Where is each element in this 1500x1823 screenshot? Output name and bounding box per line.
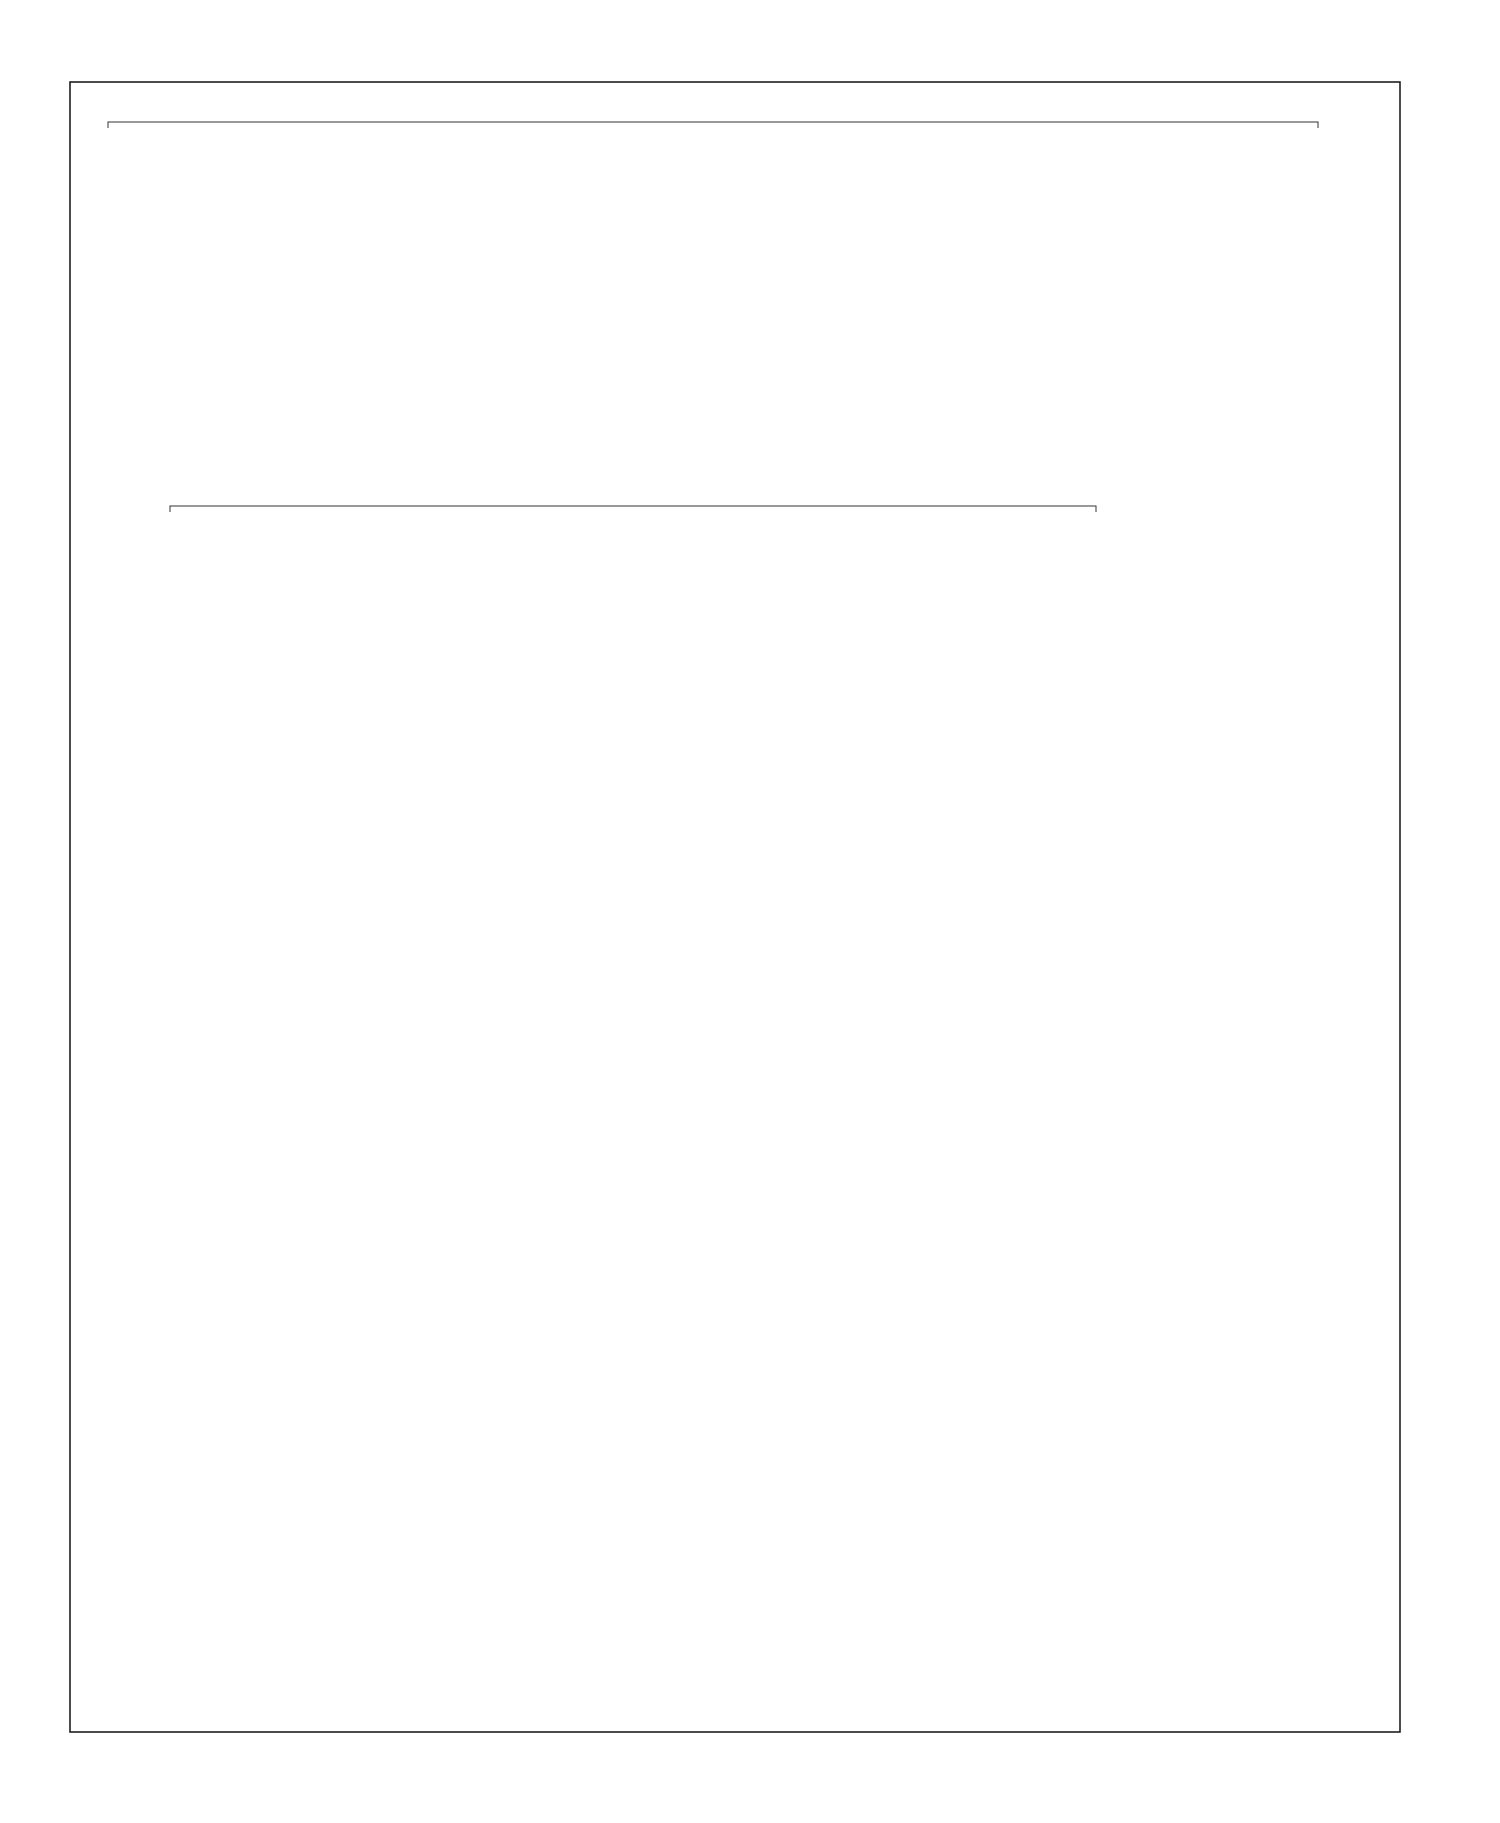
bracket-47 <box>108 122 1318 128</box>
blurred-diagram-section <box>68 542 1398 1734</box>
blurred-wiring <box>68 542 1398 1734</box>
bracket-40 <box>170 506 1096 512</box>
